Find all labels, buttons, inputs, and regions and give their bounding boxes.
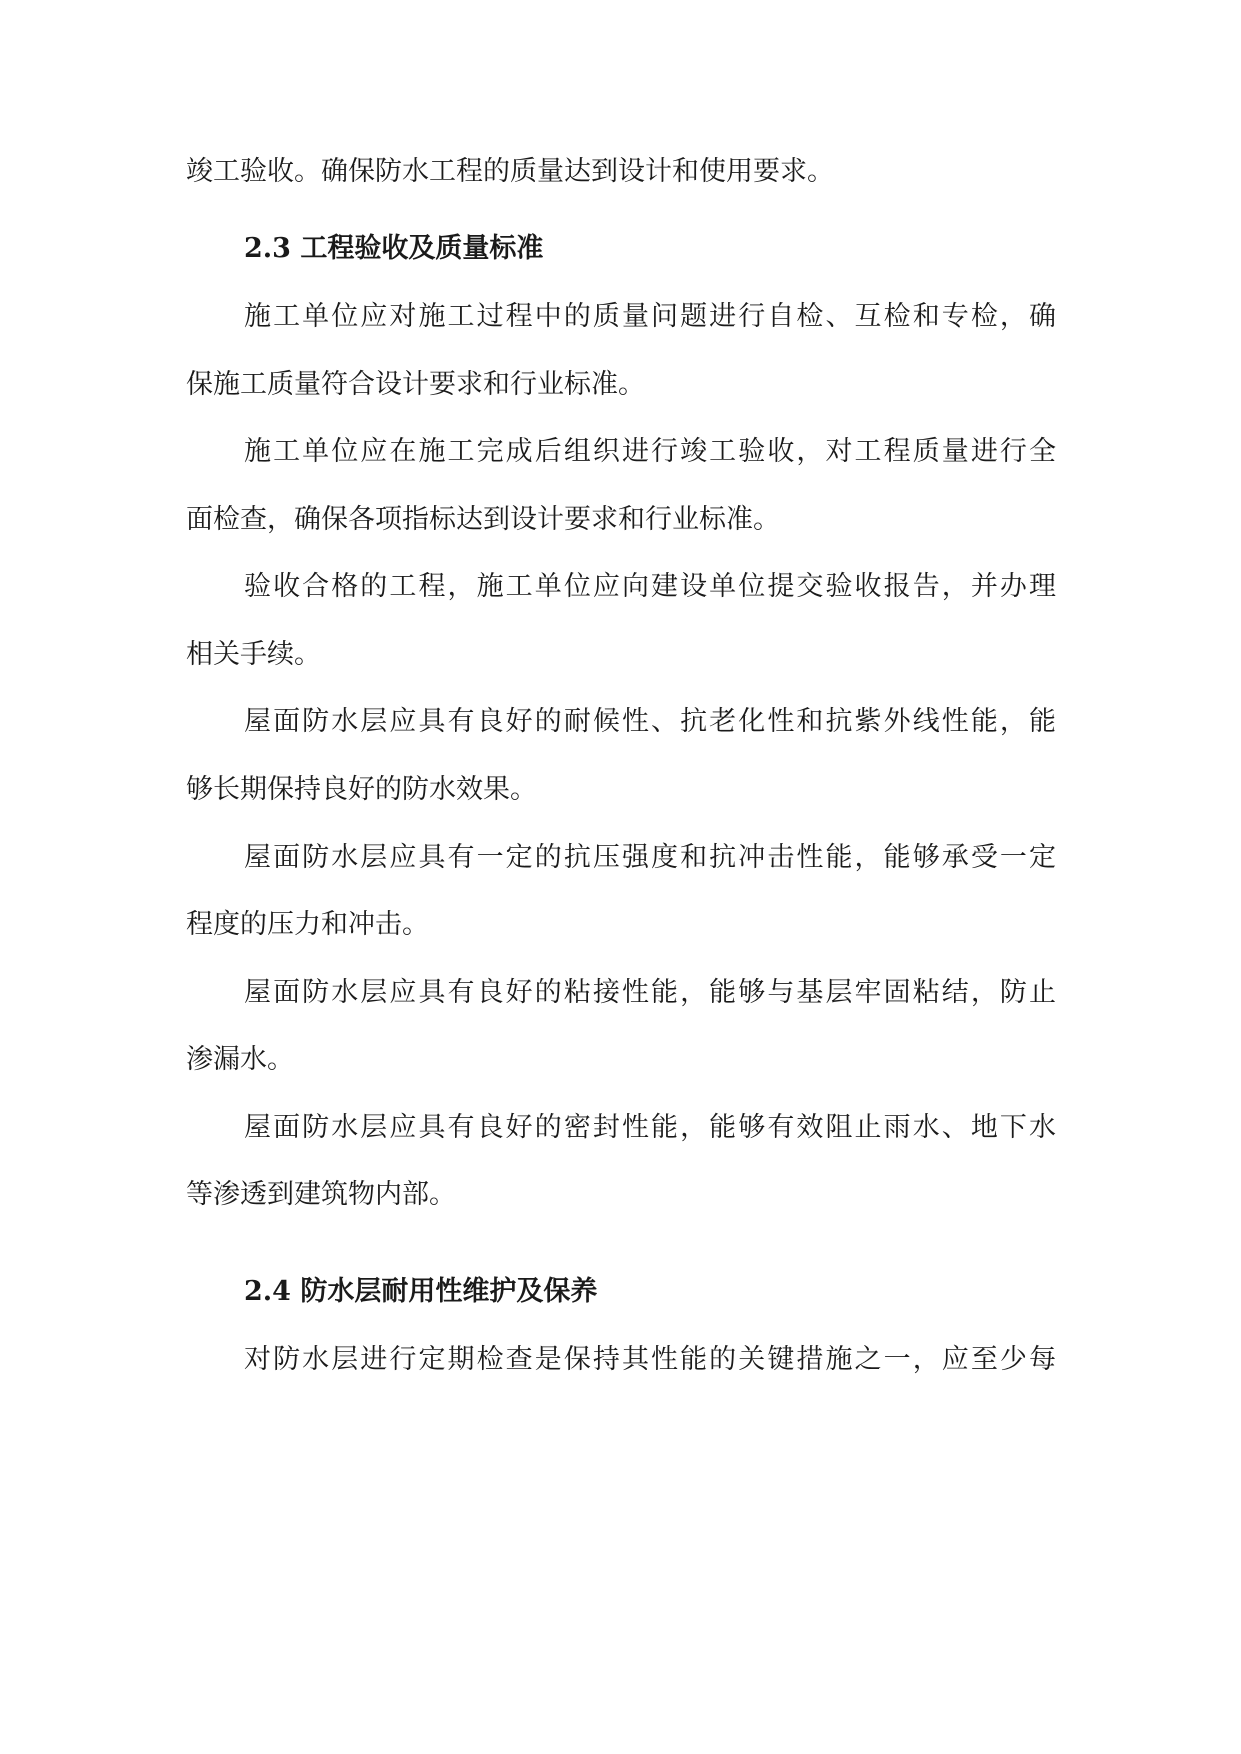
paragraph-line: 保施工质量符合设计要求和行业标准。 (186, 369, 645, 400)
paragraph-line: 屋面防水层应具有一定的抗压强度和抗冲击性能，能够承受一定 (244, 842, 1056, 873)
section-heading-2-4: 2.4 防水层耐用性维护及保养 (244, 1276, 598, 1307)
paragraph-line: 屋面防水层应具有良好的粘接性能，能够与基层牢固粘结，防止 (244, 977, 1056, 1008)
paragraph-line: 施工单位应在施工完成后组织进行竣工验收，对工程质量进行全 (244, 436, 1056, 467)
paragraph-line: 验收合格的工程，施工单位应向建设单位提交验收报告，并办理 (244, 571, 1056, 602)
paragraph-line: 程度的压力和冲击。 (186, 909, 429, 940)
paragraph-line: 等渗透到建筑物内部。 (186, 1179, 456, 1210)
section-heading-2-3: 2.3 工程验收及质量标准 (244, 233, 544, 264)
paragraph-line: 够长期保持良好的防水效果。 (186, 774, 537, 805)
paragraph-line: 相关手续。 (186, 639, 321, 670)
paragraph-line: 对防水层进行定期检查是保持其性能的关键措施之一，应至少每 (244, 1344, 1056, 1375)
paragraph-line: 渗漏水。 (186, 1044, 294, 1075)
paragraph-line: 屋面防水层应具有良好的密封性能，能够有效阻止雨水、地下水 (244, 1112, 1056, 1143)
paragraph-line: 屋面防水层应具有良好的耐候性、抗老化性和抗紫外线性能，能 (244, 706, 1056, 737)
paragraph-line: 面检查，确保各项指标达到设计要求和行业标准。 (186, 504, 780, 535)
paragraph-continuation: 竣工验收。确保防水工程的质量达到设计和使用要求。 (186, 156, 834, 187)
paragraph-line: 施工单位应对施工过程中的质量问题进行自检、互检和专检，确 (244, 301, 1056, 332)
